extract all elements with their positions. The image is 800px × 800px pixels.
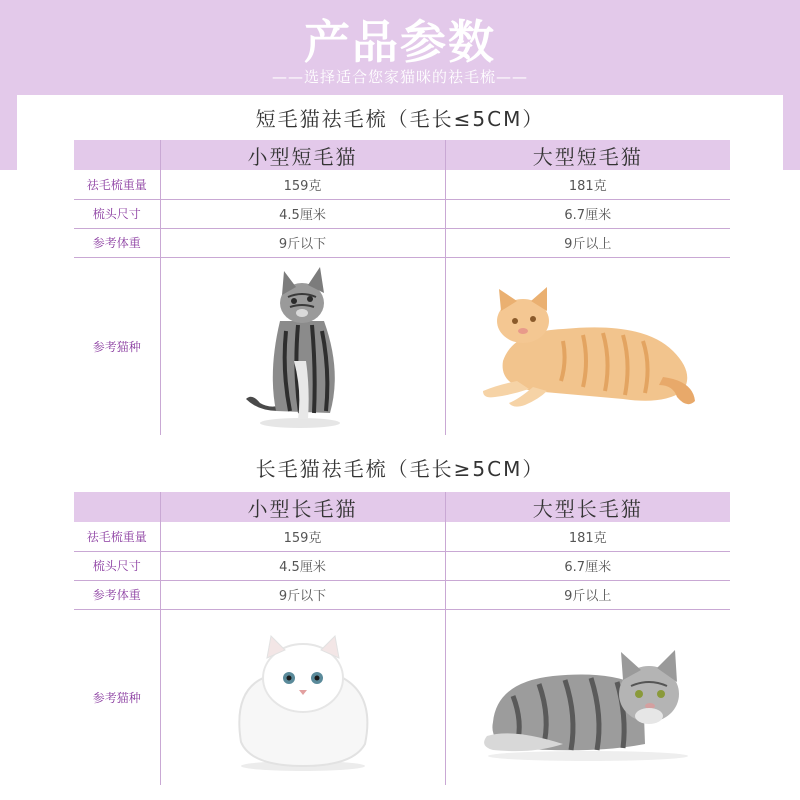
section-title-long-hair: 长毛猫祛毛梳（毛长≥5CM）	[255, 457, 545, 481]
cell-value: 181克	[445, 522, 730, 551]
row-label-comb-size: 梳头尺寸	[74, 199, 160, 228]
cell-value: 6.7厘米	[445, 199, 730, 228]
row-label-weight: 祛毛梳重量	[74, 170, 160, 199]
spec-table-long-hair	[74, 492, 730, 785]
silver-tabby-cat-image	[238, 261, 368, 431]
table-row-images	[74, 257, 730, 435]
header-corner	[74, 492, 160, 522]
header-corner	[74, 140, 160, 170]
page-title: 产品参数	[304, 15, 496, 69]
row-label-weight: 祛毛梳重量	[74, 522, 160, 551]
cell-value: 159克	[160, 522, 445, 551]
cell-value: 4.5厘米	[160, 551, 445, 580]
column-header-large: 大型长毛猫	[445, 492, 730, 522]
cell-value: 4.5厘米	[160, 199, 445, 228]
orange-cat-image	[473, 281, 703, 411]
row-label-comb-size: 梳头尺寸	[74, 551, 160, 580]
spec-table-short-hair	[74, 140, 730, 435]
cell-image	[445, 609, 730, 785]
table-row	[74, 199, 730, 228]
cell-value: 181克	[445, 170, 730, 199]
cell-value: 9斤以上	[445, 580, 730, 609]
section-title-short-hair: 短毛猫祛毛梳（毛长≤5CM）	[255, 107, 545, 131]
table-row-images	[74, 609, 730, 785]
cell-value: 9斤以上	[445, 228, 730, 257]
column-header-large: 大型短毛猫	[445, 140, 730, 170]
page-subtitle: ——选择适合您家猫咪的祛毛梳——	[271, 68, 528, 86]
cell-image	[445, 257, 730, 435]
row-label-body-weight: 参考体重	[74, 580, 160, 609]
column-header-small: 小型长毛猫	[160, 492, 445, 522]
cell-value: 9斤以下	[160, 580, 445, 609]
column-header-small: 小型短毛猫	[160, 140, 445, 170]
table-row	[74, 551, 730, 580]
table-row	[74, 170, 730, 199]
table-header-row	[74, 140, 730, 170]
row-label-breed: 参考猫种	[74, 257, 160, 435]
row-label-body-weight: 参考体重	[74, 228, 160, 257]
row-label-breed: 参考猫种	[74, 609, 160, 785]
cell-value: 159克	[160, 170, 445, 199]
table-row	[74, 522, 730, 551]
table-header-row	[74, 492, 730, 522]
cell-value: 6.7厘米	[445, 551, 730, 580]
cell-image	[160, 609, 445, 785]
table-row	[74, 228, 730, 257]
white-persian-cat-image	[223, 622, 383, 772]
cell-image	[160, 257, 445, 435]
silver-longhair-cat-image	[473, 632, 703, 762]
cell-value: 9斤以下	[160, 228, 445, 257]
table-row	[74, 580, 730, 609]
